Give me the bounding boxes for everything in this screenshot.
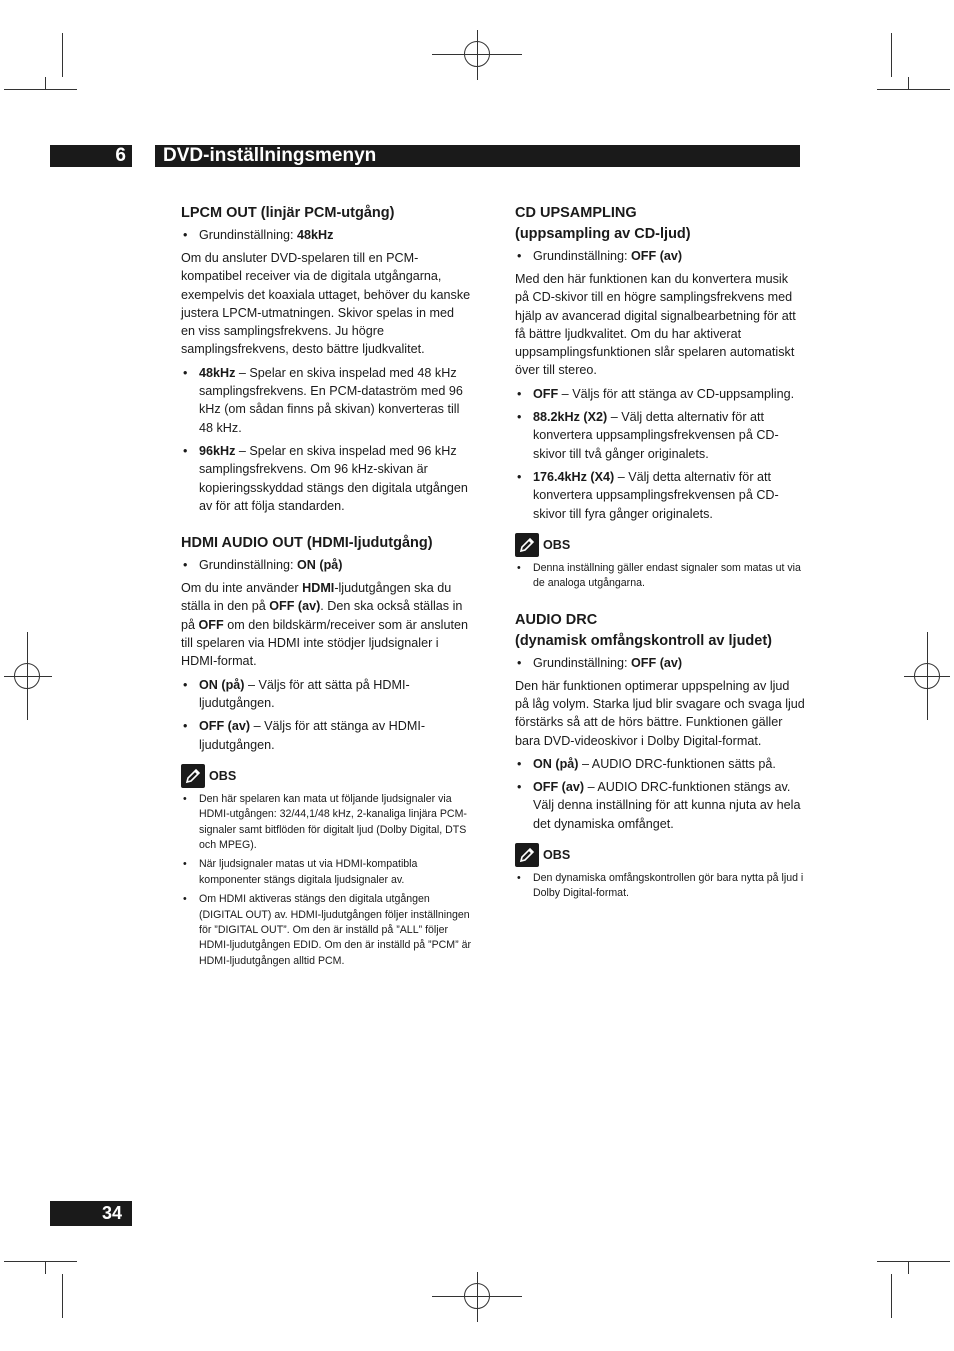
option-term: OFF (av) bbox=[199, 719, 251, 734]
option-item bbox=[515, 468, 805, 523]
option-item bbox=[181, 364, 471, 437]
default-label: Grundinställning: bbox=[533, 249, 632, 263]
body-emphasis: OFF bbox=[198, 617, 224, 632]
default-setting bbox=[181, 556, 471, 574]
heading-line: CD UPSAMPLING bbox=[515, 205, 637, 221]
chapter-header bbox=[50, 145, 800, 167]
section-heading bbox=[515, 610, 805, 652]
option-item bbox=[515, 778, 805, 833]
section-audio-drc bbox=[515, 610, 805, 902]
option-term: ON (på) bbox=[533, 756, 579, 771]
section-heading: HDMI AUDIO OUT (HDMI-ljudutgång) bbox=[181, 535, 433, 552]
note-list bbox=[515, 561, 805, 592]
pencil-icon bbox=[181, 764, 205, 788]
body-text: Om du inte använder bbox=[181, 581, 303, 596]
pencil-icon bbox=[515, 843, 539, 867]
note-item: • Den dynamiska omfångskontrollen gör bara nytta på ljud i Dolby Digital-format. bbox=[515, 871, 805, 902]
section-body bbox=[181, 579, 471, 670]
default-label: Grundinställning: bbox=[199, 228, 298, 242]
option-item bbox=[181, 676, 471, 713]
heading-line: AUDIO DRC bbox=[515, 611, 598, 628]
option-term: 48kHz bbox=[199, 365, 236, 380]
page-number-box bbox=[50, 1201, 132, 1226]
body-emphasis: OFF (av) bbox=[269, 599, 321, 614]
note-list bbox=[181, 792, 471, 969]
chapter-number: 6 bbox=[115, 145, 126, 166]
chapter-title: DVD-inställningsmenyn bbox=[163, 145, 377, 166]
pencil-icon bbox=[515, 533, 539, 557]
option-item bbox=[181, 442, 471, 515]
option-list bbox=[181, 364, 471, 515]
option-text: – AUDIO DRC-funktionen stängs av. Välj denna inställning för att kunna njuta av hela det dynamiska omfånget. bbox=[533, 780, 801, 831]
default-label: Grundinställning: bbox=[533, 655, 632, 670]
option-term: OFF bbox=[533, 386, 559, 401]
note-label: OBS bbox=[209, 768, 237, 783]
heading-line: (dynamisk omfångskontroll av ljudet) bbox=[515, 632, 773, 649]
body-emphasis: HDMI bbox=[302, 581, 335, 596]
default-value: OFF (av) bbox=[631, 249, 683, 263]
default-value: ON (på) bbox=[297, 558, 343, 573]
option-item bbox=[515, 385, 805, 403]
default-setting bbox=[181, 226, 471, 244]
body-text: . Den ska också ställas in på bbox=[181, 599, 463, 632]
note-item: • Denna inställning gäller endast signaler som matas ut via de analoga utgångarna. bbox=[515, 561, 805, 592]
option-term: 88.2kHz (X2) bbox=[533, 410, 608, 425]
left-column bbox=[181, 203, 471, 987]
option-text: – Spelar en skiva inspelad med 48 kHz samplingsfrekvens. En PCM-dataström med 96 kHz (om sådan finns på skivan) konverteras till 48 kHz. bbox=[199, 365, 463, 435]
option-text: – Väljs för att stänga av HDMI-ljudutgången. bbox=[199, 719, 426, 752]
note-item: • När ljudsignaler matas ut via HDMI-kompatibla komponenter stängs digitala ljudsignaler av. bbox=[181, 857, 471, 888]
option-item bbox=[515, 408, 805, 463]
note-header bbox=[515, 843, 805, 867]
section-hdmi-audio-out bbox=[181, 533, 471, 969]
option-text: – Väljs för att sätta på HDMI-ljudutgången. bbox=[199, 677, 410, 710]
body-text: -ljudutgången ska du ställa in den på bbox=[181, 581, 452, 614]
option-term: OFF (av) bbox=[533, 780, 585, 795]
option-text: – Välj detta alternativ för att konvertera uppsamplingsfrekvensen på CD-skivor till två gånger originalets. bbox=[533, 410, 779, 461]
section-body: Med den här funktionen kan du konvertera musik på CD-skivor till en högre samplingsfrekvens med hjälp av avancerad digital signalbearbetning för att få bättre ljudkvalitet. Om du har aktiverat uppsamplingsfunktionen slår spelaren automatiskt över till stereo. bbox=[515, 272, 796, 378]
note-header bbox=[515, 533, 805, 557]
option-list bbox=[181, 676, 471, 754]
note-label: OBS bbox=[543, 848, 571, 863]
chapter-title-box bbox=[155, 145, 800, 167]
default-label: Grundinställning: bbox=[199, 558, 298, 573]
default-setting bbox=[515, 654, 805, 672]
option-text: – Spelar en skiva inspelad med 96 kHz samplingsfrekvens. Om 96 kHz-skivan är kopieringsskyddad stängs den digitala utgången av för att följa standarden. bbox=[199, 443, 468, 513]
page-number: 34 bbox=[101, 1203, 122, 1223]
option-term: 176.4kHz (X4) bbox=[533, 469, 615, 484]
section-body: Den här funktionen optimerar uppspelning av ljud på låg volym. Starka ljud blir svagare och svaga ljud förstärks så att de hörs bättre. Funktionen gäller bara DVD-videoskivor i Dolby Digital-format. bbox=[515, 678, 805, 748]
heading-line: (uppsampling av CD-ljud) bbox=[515, 226, 691, 242]
option-item bbox=[181, 717, 471, 754]
section-lpcm-out bbox=[181, 203, 471, 515]
option-text: – Välj detta alternativ för att konvertera uppsamplingsfrekvensen på CD-skivor till fyra gånger originalets. bbox=[533, 469, 779, 521]
note-item: • Om HDMI aktiveras stängs den digitala utgången (DIGITAL OUT) av. HDMI-ljudutgången följer inställningen för ”DIGITAL OUT”. Om den är inställd på ”ALL” följer HDMI-ljudutgången EDID. Om den är inställd på ”PCM” är HDMI-ljudutgången alltid PCM. bbox=[181, 892, 471, 969]
option-list bbox=[515, 385, 805, 523]
note-label: OBS bbox=[543, 537, 571, 552]
note-item: • Den här spelaren kan mata ut följande ljudsignaler via HDMI-utgången: 32/44,1/48 kHz, 2-kanaliga linjära PCM-signaler samt bitflöden för digitalt ljud (Dolby Digital, DTS och MPEG). bbox=[181, 792, 471, 854]
default-setting bbox=[515, 247, 805, 265]
option-text: – Väljs för att stänga av CD-uppsampling. bbox=[558, 386, 795, 401]
note-list bbox=[515, 871, 805, 902]
section-cd-upsampling bbox=[515, 203, 805, 592]
option-text: – AUDIO DRC-funktionen sätts på. bbox=[578, 756, 776, 771]
option-list bbox=[515, 755, 805, 833]
option-term: ON (på) bbox=[199, 677, 245, 692]
section-body: Om du ansluter DVD-spelaren till en PCM-kompatibel receiver via de digitala utgångarna, exempelvis det koaxiala uttaget, behöver du kanske justera LPCM-utmatningen. Skivor spelas in med en viss samplingsfrekvens. Ju högre samplingsfrekvens, desto bättre ljudkvalitet. bbox=[181, 251, 471, 357]
section-heading bbox=[515, 203, 805, 245]
note-header bbox=[181, 764, 471, 788]
right-column bbox=[515, 203, 805, 920]
section-heading: LPCM OUT (linjär PCM-utgång) bbox=[181, 205, 395, 221]
chapter-number-box bbox=[50, 145, 132, 167]
default-value: OFF (av) bbox=[631, 655, 683, 670]
option-term: 96kHz bbox=[199, 443, 236, 458]
option-item bbox=[515, 755, 805, 773]
default-value: 48kHz bbox=[297, 228, 334, 242]
body-text: om den bildskärm/receiver som är ansluten till spelaren via HDMI inte stödjer ljudsignaler i HDMI-format. bbox=[181, 617, 468, 669]
